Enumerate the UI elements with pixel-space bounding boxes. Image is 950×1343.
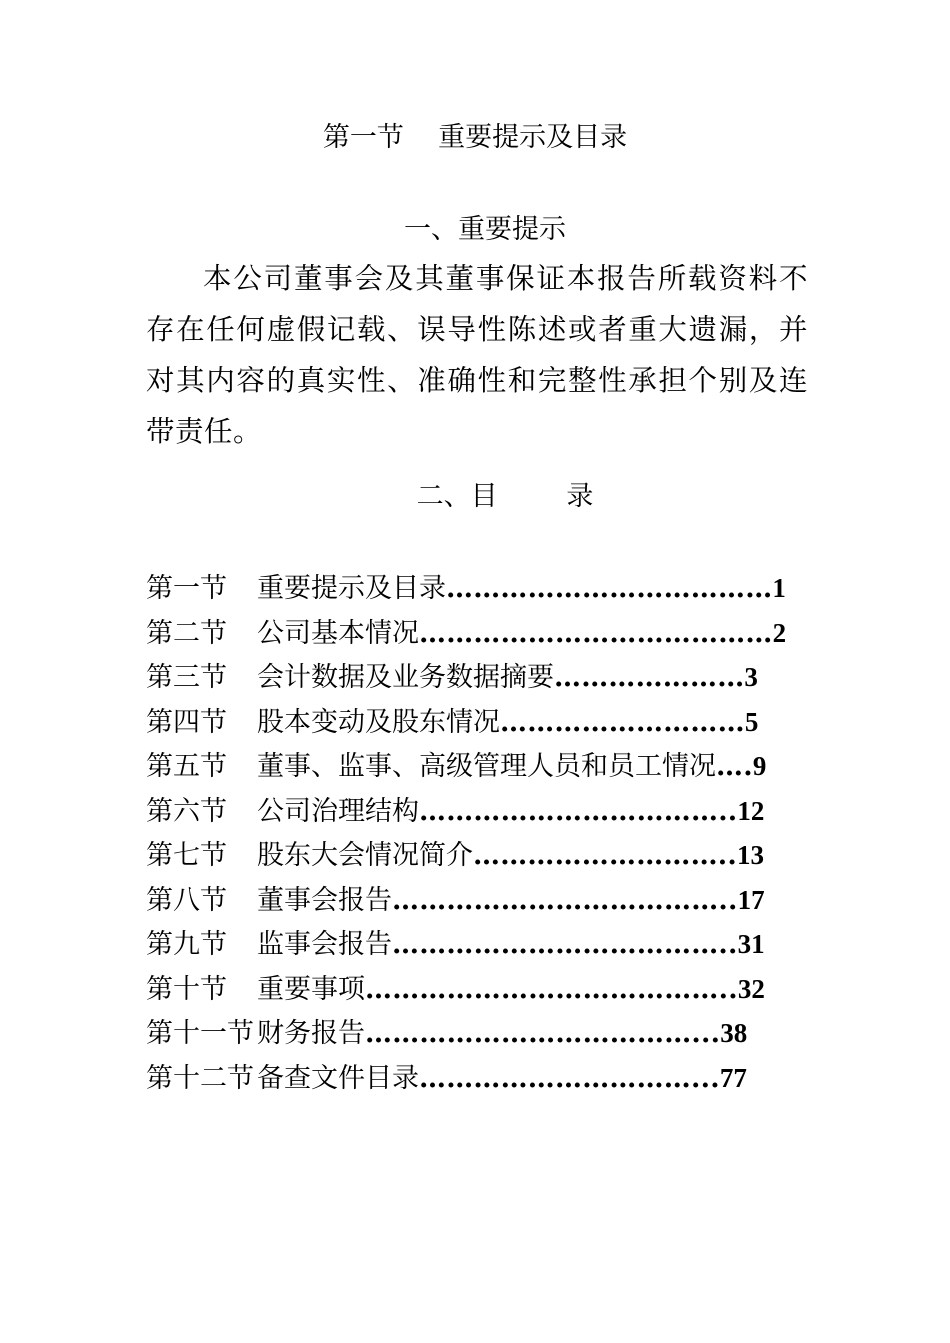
toc-chapter-number: 第十节 xyxy=(146,973,227,1005)
toc-chapter-name: 备查文件目录 xyxy=(257,1062,419,1094)
toc-entry[interactable] xyxy=(146,700,826,745)
toc-page-number: 32 xyxy=(737,973,765,1004)
toc-dot-leader: ………………………………… xyxy=(419,617,773,649)
toc-chapter-number: 第四节 xyxy=(146,706,227,738)
toc-chapter-name: 公司基本情况 xyxy=(257,617,419,649)
toc-dot-leader: …………………………….. xyxy=(419,795,738,827)
toc-chapter-name: 会计数据及业务数据摘要 xyxy=(257,662,554,693)
toc-page-number: 38 xyxy=(720,1018,748,1048)
toc-chapter-number: 第八节 xyxy=(146,884,227,916)
toc-chapter-number: 第九节 xyxy=(146,929,227,960)
toc-page-number: 2 xyxy=(772,617,787,648)
toc-chapter-name: 监事会报告 xyxy=(257,929,392,960)
toc-dot-leader: ……………………………….. xyxy=(392,929,738,960)
toc-chapter-number: 第十二节 xyxy=(146,1062,254,1094)
toc-entry[interactable] xyxy=(146,922,826,967)
toc-dot-leader: ………………………………….. xyxy=(365,973,738,1005)
toc-entry[interactable] xyxy=(146,1011,826,1056)
toc-chapter-number: 第三节 xyxy=(146,662,227,693)
toc-chapter-name: 公司治理结构 xyxy=(257,795,419,827)
toc-chapter-number: 第七节 xyxy=(146,840,227,871)
toc-page-number: 12 xyxy=(737,795,765,826)
toc-chapter-name: 股本变动及股东情况 xyxy=(257,706,500,738)
toc-chapter-name: 财务报告 xyxy=(257,1018,365,1049)
toc-dot-leader: …. xyxy=(716,751,753,782)
toc-entry[interactable] xyxy=(146,655,826,700)
toc-dot-leader: ……………………………… xyxy=(446,573,773,604)
toc-chapter-name: 董事、监事、高级管理人员和员工情况 xyxy=(257,751,716,782)
toc-page-number: 17 xyxy=(737,884,765,915)
toc-dot-leader: ……………………… xyxy=(500,706,745,738)
toc-heading: 二、目 录 xyxy=(416,481,594,512)
toc-page-number: 3 xyxy=(744,662,758,692)
toc-entry[interactable] xyxy=(146,789,826,834)
toc-entry[interactable] xyxy=(146,611,826,656)
notice-body: 本公司董事会及其董事保证本报告所载资料不存在任何虚假记载、误导性陈述或者重大遗漏，并对其内容的真实性、准确性和完整性承担个别及连带责任。 xyxy=(146,262,808,448)
toc-entry[interactable] xyxy=(146,1056,826,1101)
toc-page-number: 5 xyxy=(744,706,759,737)
toc-chapter-number: 第二节 xyxy=(146,617,227,649)
toc-entry[interactable] xyxy=(146,744,826,789)
toc-page-number: 13 xyxy=(737,840,764,870)
toc-chapter-name: 董事会报告 xyxy=(257,884,392,916)
toc-page-number: 1 xyxy=(772,573,786,603)
table-of-contents xyxy=(146,566,826,1100)
toc-chapter-number: 第十一节 xyxy=(146,1018,254,1049)
toc-entry[interactable] xyxy=(146,566,826,611)
toc-dot-leader: ……………………….. xyxy=(473,840,737,871)
toc-page-number: 9 xyxy=(752,751,767,781)
toc-entry[interactable] xyxy=(146,833,826,878)
toc-chapter-number: 第一节 xyxy=(146,573,227,604)
toc-dot-leader: ………………… xyxy=(554,662,745,693)
toc-page-number: 31 xyxy=(737,929,765,959)
toc-chapter-name: 重要事项 xyxy=(257,973,365,1005)
notice-heading: 一、重要提示 xyxy=(404,214,566,245)
toc-chapter-number: 第五节 xyxy=(146,751,227,782)
toc-entry[interactable] xyxy=(146,878,826,923)
toc-dot-leader: ………………………………... xyxy=(365,1018,721,1049)
toc-dot-leader: …………………………... xyxy=(419,1062,720,1094)
toc-chapter-name: 股东大会情况简介 xyxy=(257,840,473,871)
toc-entry[interactable] xyxy=(146,967,826,1012)
toc-dot-leader: ……………………………….. xyxy=(392,884,738,916)
toc-chapter-number: 第六节 xyxy=(146,795,227,827)
toc-chapter-name: 重要提示及目录 xyxy=(257,573,446,604)
chapter-title: 第一节 重要提示及目录 xyxy=(322,122,628,153)
toc-page-number: 77 xyxy=(719,1062,747,1093)
